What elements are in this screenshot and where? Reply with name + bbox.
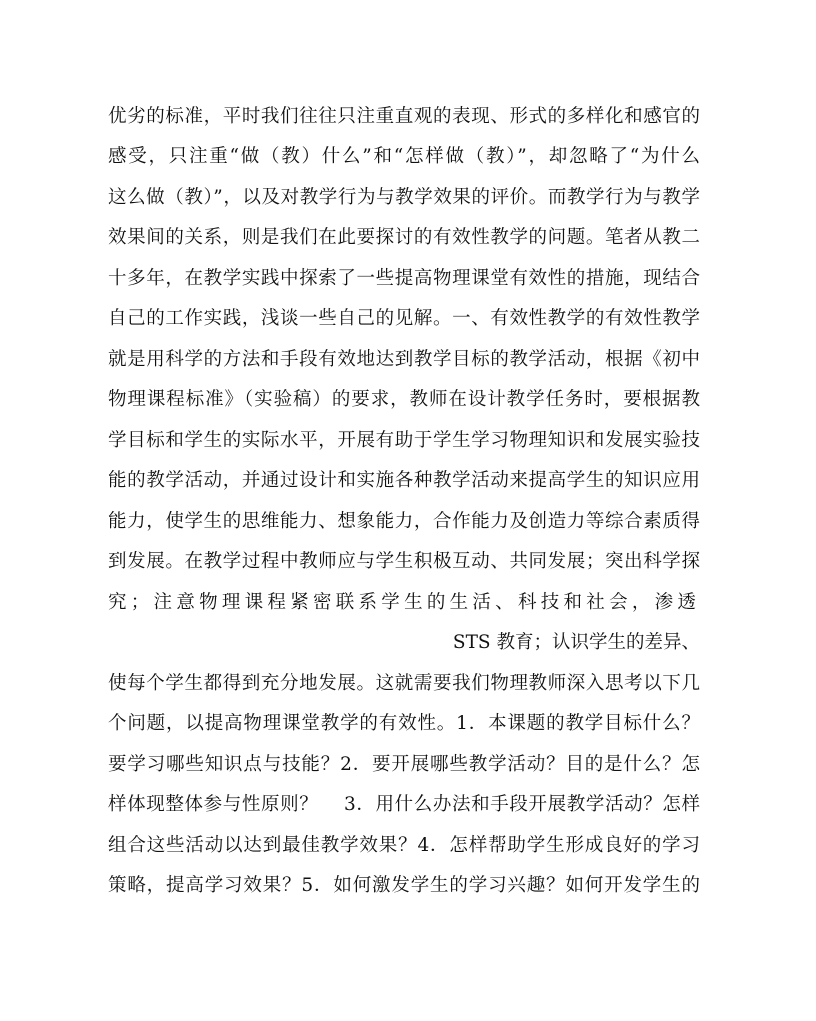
paragraph-line: 能的教学活动，并通过设计和实施各种教学活动来提高学生的知识应用 [108, 470, 700, 491]
paragraph-line: 自己的工作实践，浅谈一些自己的见解。一、有效性教学的有效性教学 [108, 308, 700, 329]
paragraph-line: 策略，提高学习效果？5．如何激发学生的学习兴趣？如何开发学生的 [108, 875, 700, 896]
paragraph-line: 个问题，以提高物理课堂教学的有效性。1．本课题的教学目标什么？ [108, 713, 700, 734]
paragraph-line: 学目标和学生的实际水平，开展有助于学生学习物理知识和发展实验技 [108, 430, 700, 451]
paragraph-line: 物理课程标准》（实验稿）的要求，教师在设计教学任务时，要根据教 [108, 389, 700, 410]
paragraph-line: 感受，只注重“做（教）什么”和“怎样做（教）”，却忽略了“为什么 [108, 146, 700, 167]
paragraph-line: 样体现整体参与性原则？ 3．用什么办法和手段开展教学活动？怎样 [108, 794, 700, 815]
paragraph-line: 能力，使学生的思维能力、想象能力，合作能力及创造力等综合素质得 [108, 511, 700, 532]
paragraph-line: 效果间的关系，则是我们在此要探讨的有效性教学的问题。笔者从教二 [108, 227, 700, 248]
paragraph-line: 就是用科学的方法和手段有效地达到教学目标的教学活动，根据《初中 [108, 349, 700, 370]
paragraph-line: 组合这些活动以达到最佳教学效果？4．怎样帮助学生形成良好的学习 [108, 835, 700, 856]
paragraph-line: 十多年，在教学实践中探索了一些提高物理课堂有效性的措施，现结合 [108, 268, 700, 289]
paragraph-line: 这么做（教）”，以及对教学行为与教学效果的评价。而教学行为与教学 [108, 187, 700, 208]
paragraph-line: 究；注意物理课程紧密联系学生的生活、科技和社会，渗透 [108, 592, 700, 613]
paragraph-line: 优劣的标准，平时我们往往只注重直观的表现、形式的多样化和感官的 [108, 106, 700, 127]
paragraph-line: 到发展。在教学过程中教师应与学生积极互动、共同发展；突出科学探 [108, 551, 700, 572]
paragraph-line: STS 教育；认识学生的差异、 [452, 632, 700, 653]
paragraph-line: 要学习哪些知识点与技能？2．要开展哪些教学活动？目的是什么？怎 [108, 754, 700, 775]
paragraph-line: 使每个学生都得到充分地发展。这就需要我们物理教师深入思考以下几 [108, 673, 700, 694]
